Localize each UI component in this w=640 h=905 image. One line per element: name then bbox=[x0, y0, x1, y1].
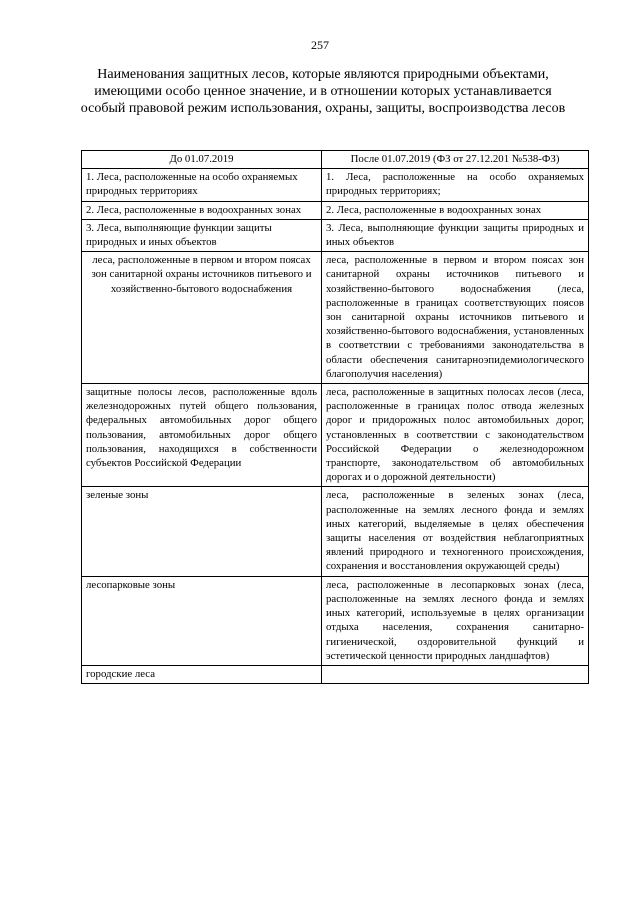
cell-after bbox=[322, 665, 589, 683]
table-row bbox=[82, 487, 589, 576]
cell-before: лесопарковые зоны bbox=[82, 576, 322, 665]
cell-after: леса, расположенные в защитных полосах лесов (леса, расположенные в границах полос отвода железных дорог и придорожных полос автомобильных дорог, установленных в соответствии с законодательством Российской Федерации о железнодорожном транспорте, законодательством об автомобильных дорогах и о дорожной деятельности) bbox=[322, 384, 589, 487]
table-row bbox=[82, 665, 589, 683]
table-row bbox=[82, 384, 589, 487]
cell-before: городские леса bbox=[82, 665, 322, 683]
cell-before: защитные полосы лесов, расположенные вдоль железнодорожных путей общего пользования, федеральных автомобильных дорог общего пользования, автомобильных дорог общего пользования, находящихся в собственности субъектов Российской Федерации bbox=[82, 384, 322, 487]
table-row bbox=[82, 252, 589, 384]
document-title: Наименования защитных лесов, которые являются природными объектами, имеющими особо ценное значение, и в отношении которых устанавливается особый правовой режим использования, охраны, защиты, воспроизводства лесов bbox=[80, 67, 566, 116]
cell-before: 2. Леса, расположенные в водоохранных зонах bbox=[82, 201, 322, 219]
cell-after: леса, расположенные в лесопарковых зонах (леса, расположенные на землях лесного фонда и землях иных категорий, используемые в целях организации отдыха населения, сохранения санитарно-гигиенической, оздоровительной функций и эстетической ценности природных ландшафтов) bbox=[322, 576, 589, 665]
table-row bbox=[82, 219, 589, 251]
cell-before: 3. Леса, выполняющие функции защиты природных и иных объектов bbox=[82, 219, 322, 251]
header-after: После 01.07.2019 (ФЗ от 27.12.201 №538-ФЗ) bbox=[322, 151, 589, 169]
cell-after: леса, расположенные в зеленых зонах (леса, расположенные на землях лесного фонда и землях иных категорий, выделяемые в целях обеспечения защиты населения от воздействия неблагоприятных явлений природного и техногенного происхождения, сохранения и восстановления окружающей среды) bbox=[322, 487, 589, 576]
table-header-row bbox=[82, 151, 589, 169]
cell-before: зеленые зоны bbox=[82, 487, 322, 576]
header-before: До 01.07.2019 bbox=[82, 151, 322, 169]
table-row bbox=[82, 169, 589, 201]
cell-after: леса, расположенные в первом и втором поясах зон санитарной охраны источников питьевого и хозяйственно-бытового водоснабжения (леса, расположенные в границах соответствующих поясов зон санитарной охраны источников питьевого и хозяйственно-бытового водоснабжения, установленных в соответствии с требованиями законодательства в области обеспечения санитарноэпидемиологического благополучия населения) bbox=[322, 252, 589, 384]
page-number: 257 bbox=[311, 38, 329, 52]
table-row bbox=[82, 201, 589, 219]
cell-before: леса, расположенные в первом и втором поясах зон санитарной охраны источников питьевого и хозяйственно-бытового водоснабжения bbox=[82, 252, 322, 384]
table-row bbox=[82, 576, 589, 665]
cell-after: 2. Леса, расположенные в водоохранных зонах bbox=[322, 201, 589, 219]
comparison-table bbox=[81, 150, 589, 684]
cell-after: 1. Леса, расположенные на особо охраняемых природных территориях; bbox=[322, 169, 589, 201]
cell-before: 1. Леса, расположенные на особо охраняемых природных территориях bbox=[82, 169, 322, 201]
cell-after: 3. Леса, выполняющие функции защиты природных и иных объектов bbox=[322, 219, 589, 251]
